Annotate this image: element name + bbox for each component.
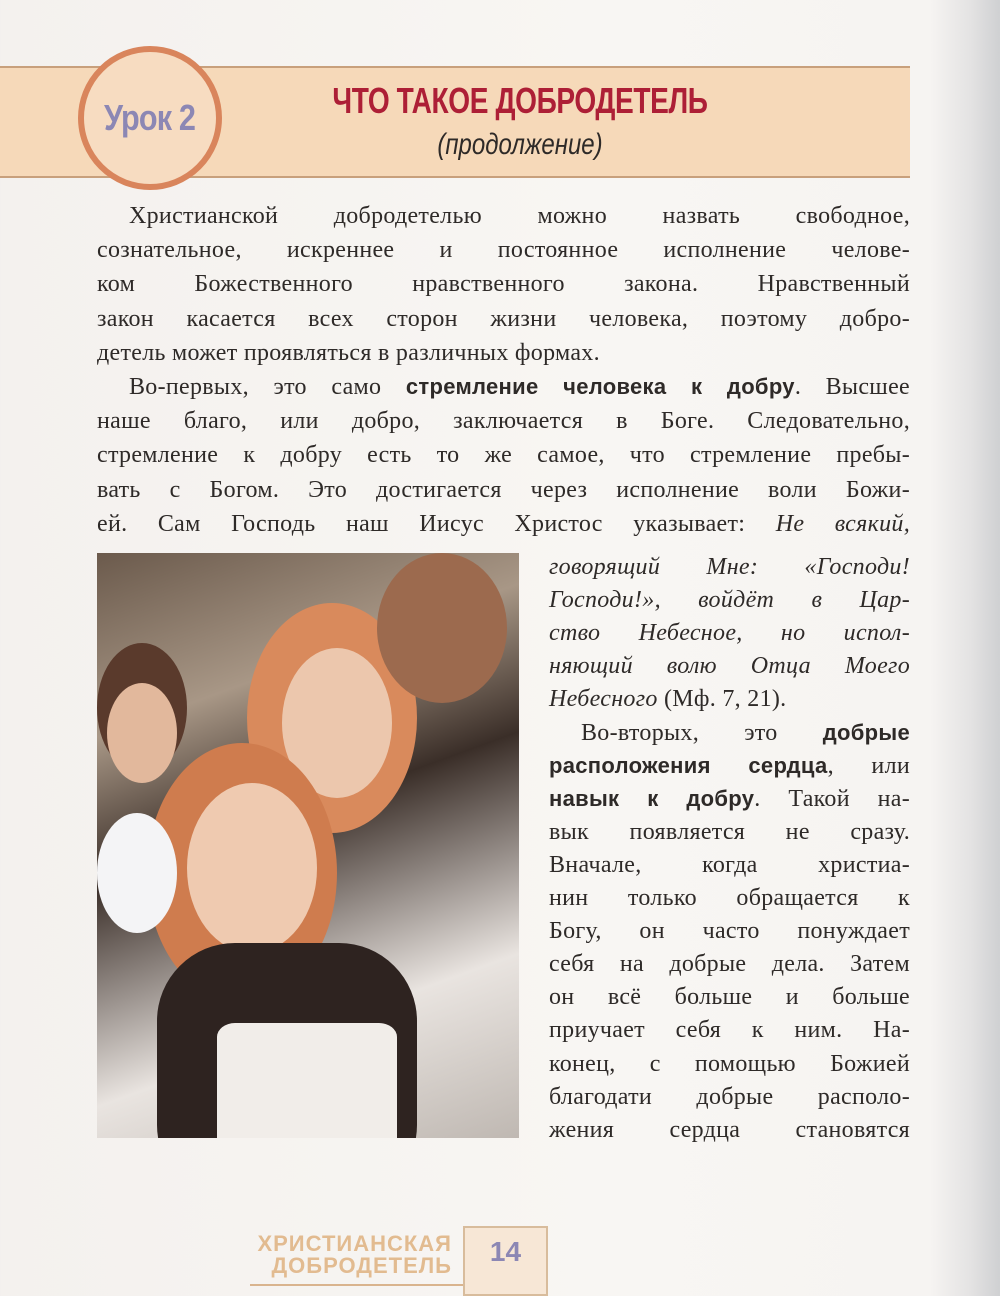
text-run: . Высшее (794, 374, 910, 400)
text-line (97, 473, 910, 507)
page-number: 14 (463, 1226, 548, 1296)
footer-divider (250, 1284, 463, 1286)
italic-quote: ство Небесное, но испол- (549, 620, 910, 647)
text-line (549, 749, 910, 783)
text-line (549, 980, 910, 1014)
text-line (549, 1013, 910, 1047)
italic-quote: Не всякий, (775, 510, 910, 537)
text-run: благодати добрые располо- (549, 1083, 910, 1110)
text-line (549, 682, 910, 716)
bold-text: добрые (822, 719, 910, 745)
text-run: Вначале, когда христиа- (549, 851, 910, 878)
text-line (549, 550, 910, 584)
text-run: ком Божественного нравственного закона. Нравственный (97, 271, 910, 298)
text-run: ей. Сам Господь наш Иисус Христос указывает: (97, 510, 776, 537)
text-line (549, 815, 910, 849)
text-line (97, 267, 910, 301)
text-run: (Мф. 7, 21). (657, 686, 787, 713)
lesson-number: Урок 2 (104, 97, 196, 138)
text-run: , или (827, 752, 910, 779)
text-line (549, 848, 910, 882)
text-run: стремление к добру есть то же самое, что стремление пребы- (97, 442, 910, 469)
text-line (97, 336, 910, 370)
text-run: детель может проявляться в различных формах. (97, 339, 600, 366)
italic-quote: говорящий Мне: «Господи! (549, 554, 910, 580)
text-line (549, 1113, 910, 1147)
text-line (549, 1047, 910, 1081)
text-run: Христианской добродетелью можно назвать свободное, (129, 203, 910, 229)
text-line (549, 947, 910, 981)
lesson-badge (78, 46, 222, 190)
text-run: Во-вторых, это (581, 719, 823, 746)
footer-section-line-2: ДОБРОДЕТЕЛЬ (271, 1253, 452, 1278)
text-run: вать с Богом. Это достигается через исполнение воли Божи- (97, 476, 910, 503)
text-run: Богу, он часто понуждает (549, 918, 910, 945)
text-run: вык появляется не сразу. (549, 818, 910, 845)
footer-section-line-1: ХРИСТИАНСКАЯ (257, 1231, 452, 1256)
text-line (97, 370, 910, 404)
text-run: наше благо, или добро, заключается в Боге. Следовательно, (97, 408, 910, 435)
text-run: себя на добрые дела. Затем (549, 951, 910, 978)
text-line (97, 233, 910, 267)
text-line (549, 1080, 910, 1114)
text-line (97, 199, 910, 233)
bold-text: стремление человека к добру (405, 374, 795, 399)
text-run: нин только обращается к (549, 885, 910, 911)
bold-text: расположения сердца (549, 752, 828, 778)
text-line (549, 881, 910, 915)
text-run: он всё больше и больше (549, 984, 910, 1011)
bold-text: навык к добру (549, 785, 755, 811)
text-run: конец, с помощью Божией (549, 1050, 910, 1077)
page-title: ЧТО ТАКОЕ ДОБРОДЕТЕЛЬ (332, 80, 708, 121)
text-run: Во-первых, это само (129, 374, 406, 400)
footer-section-title (257, 1233, 452, 1277)
italic-quote: няющий волю Отца Моего (549, 653, 910, 680)
text-line (97, 302, 910, 336)
text-line (97, 438, 910, 472)
text-line (549, 914, 910, 948)
photo-children-in-church (97, 553, 519, 1138)
text-line (549, 649, 910, 683)
text-run: . Такой на- (754, 785, 910, 812)
text-line (97, 404, 910, 438)
text-run: жения сердца становятся (549, 1116, 910, 1143)
italic-quote: Небесного (549, 686, 658, 713)
text-line (549, 583, 910, 617)
text-run: закон касается всех сторон жизни человека, поэтому добро- (97, 305, 910, 332)
text-line (549, 616, 910, 650)
text-run: приучает себя к ним. На- (549, 1017, 910, 1044)
italic-quote: Господи!», войдёт в Цар- (549, 587, 910, 614)
text-line (549, 782, 910, 816)
text-line (97, 507, 910, 541)
text-line (549, 716, 910, 750)
page-subtitle: (продолжение) (437, 128, 603, 161)
text-run: сознательное, искреннее и постоянное исполнение челове- (97, 237, 910, 264)
